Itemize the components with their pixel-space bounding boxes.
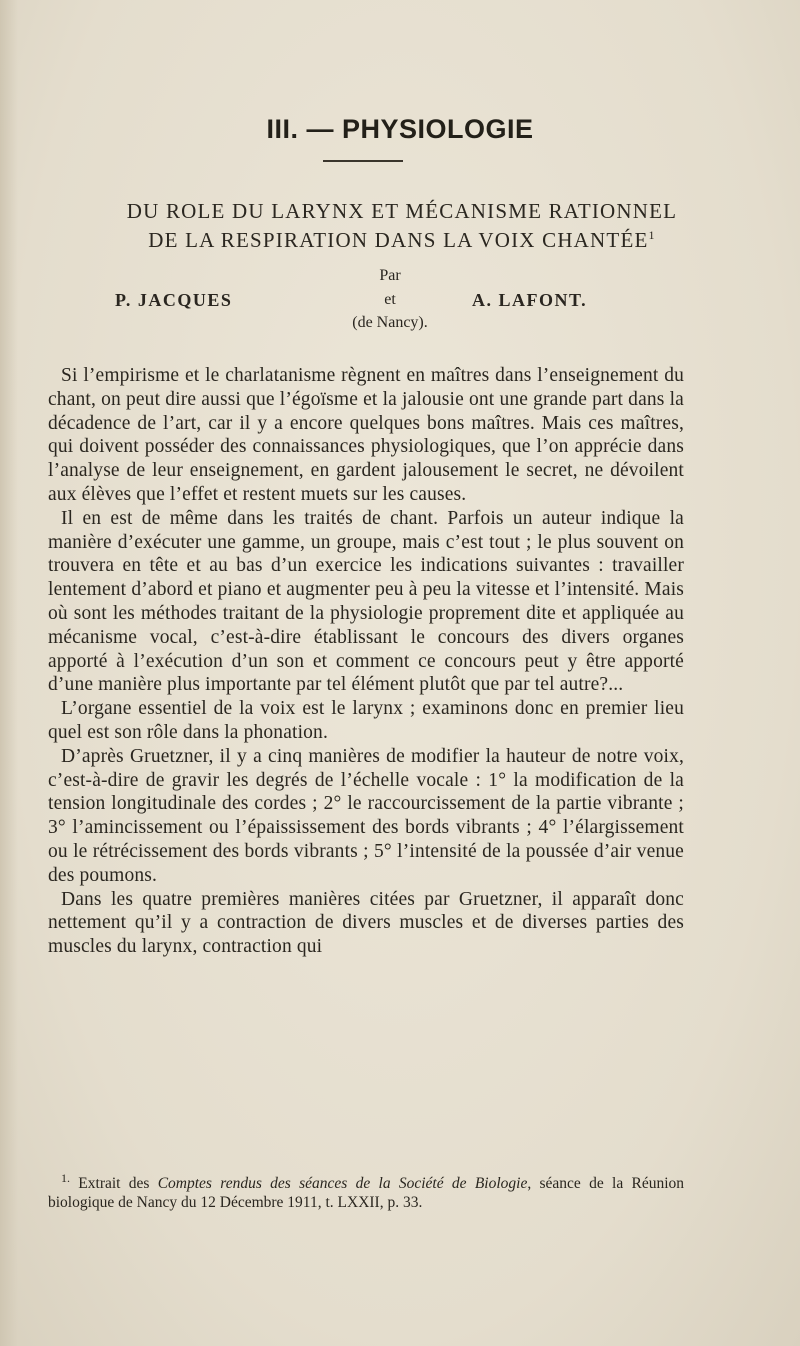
section-title: III. — PHYSIOLOGIE <box>266 114 534 144</box>
footnote-prefix: Extrait des <box>78 1175 158 1192</box>
paragraph-4: D’après Gruetzner, il y a cinq manières de modifier la hauteur de notre voix, c’est-à-dire de gravir les degrés de l’échelle vocale : 1° la modification de la tension longitudinale des cordes ; 2° le raccourcissement de la partie vibrante ; 3° l’amincissement ou l’épaississement des bords vibrants ; 4° l’élargissement ou le rétrécissement des bords vibrants ; 5° l’intensité de la poussée d’air venue des poumons. <box>48 745 684 886</box>
paragraph-1: Si l’empirisme et le charlatanisme règnent en maîtres dans l’enseignement du chant, on peut dire aussi que l’égoïsme et la jalousie ont une grande part dans la décadence de l’art, car il y a encore quelques bons maîtres. Mais ces maîtres, qui doivent posséder des connaissances physiologiques, que l’on apprécie dans l’analyse de leur enseignement, en gardent jalousement le secret, ne dévoilent aux élèves que l’effet et restent muets sur les causes. <box>48 365 684 505</box>
byline <box>0 266 800 341</box>
footnote-marker: 1 <box>648 228 656 242</box>
paragraph-3: L’organe essentiel de la voix est le larynx ; examinons donc en premier lieu quel est son rôle dans la phonation. <box>48 698 684 743</box>
byline-par: Par <box>379 267 401 284</box>
body-text <box>48 364 684 959</box>
footnote-text <box>48 1170 685 1212</box>
paragraph-2: Il en est de même dans les traités de chant. Parfois un auteur indique la manière d’exécuter une gamme, un groupe, mais c’est tout ; le plus souvent on trouvera en tête et au bas d’un exercice les indications suivantes : travailler lentement d’abord et piano et augmenter peu à peu la vitesse et l’intensité. Mais où sont les méthodes traitant de la physiologie proprement dite et appliquée au mécanisme vocal, c’est-à-dire établissant le concours des divers organes apporté à l’exécution d’un son et comment ce concours peut y être apporté d’une manière plus importante par tel élément plutôt que par tel autre?... <box>48 507 684 696</box>
article-title <box>40 197 764 255</box>
author-1: P. JACQUES <box>115 290 233 310</box>
footnote <box>48 1170 685 1212</box>
title-rule <box>323 160 403 162</box>
author-2: A. LAFONT. <box>472 290 588 310</box>
footnote-source-title: Comptes rendus des séances de la Société de Biologie <box>157 1175 528 1192</box>
article-title-line-2 <box>40 226 764 255</box>
byline-place: (de Nancy). <box>352 314 428 331</box>
paragraph-5: Dans les quatre premières manières citées par Gruetzner, il apparaît donc nettement qu’il y a contraction de divers muscles et de diverses parties des muscles du larynx, contraction qui <box>48 888 684 958</box>
footnote-number: 1. <box>61 1170 70 1185</box>
page-left-shadow <box>0 0 18 1346</box>
article-title-line-2-text: DE LA RESPIRATION DANS LA VOIX CHANTÉE <box>148 228 649 252</box>
article-title-line-1: DU ROLE DU LARYNX ET MÉCANISME RATIONNEL <box>126 199 678 223</box>
footnote-suffix: , séance de la Réunion biologique de Nancy du 12 Décembre 1911, t. LXXII, p. 33. <box>48 1175 685 1211</box>
byline-et: et <box>384 291 396 308</box>
